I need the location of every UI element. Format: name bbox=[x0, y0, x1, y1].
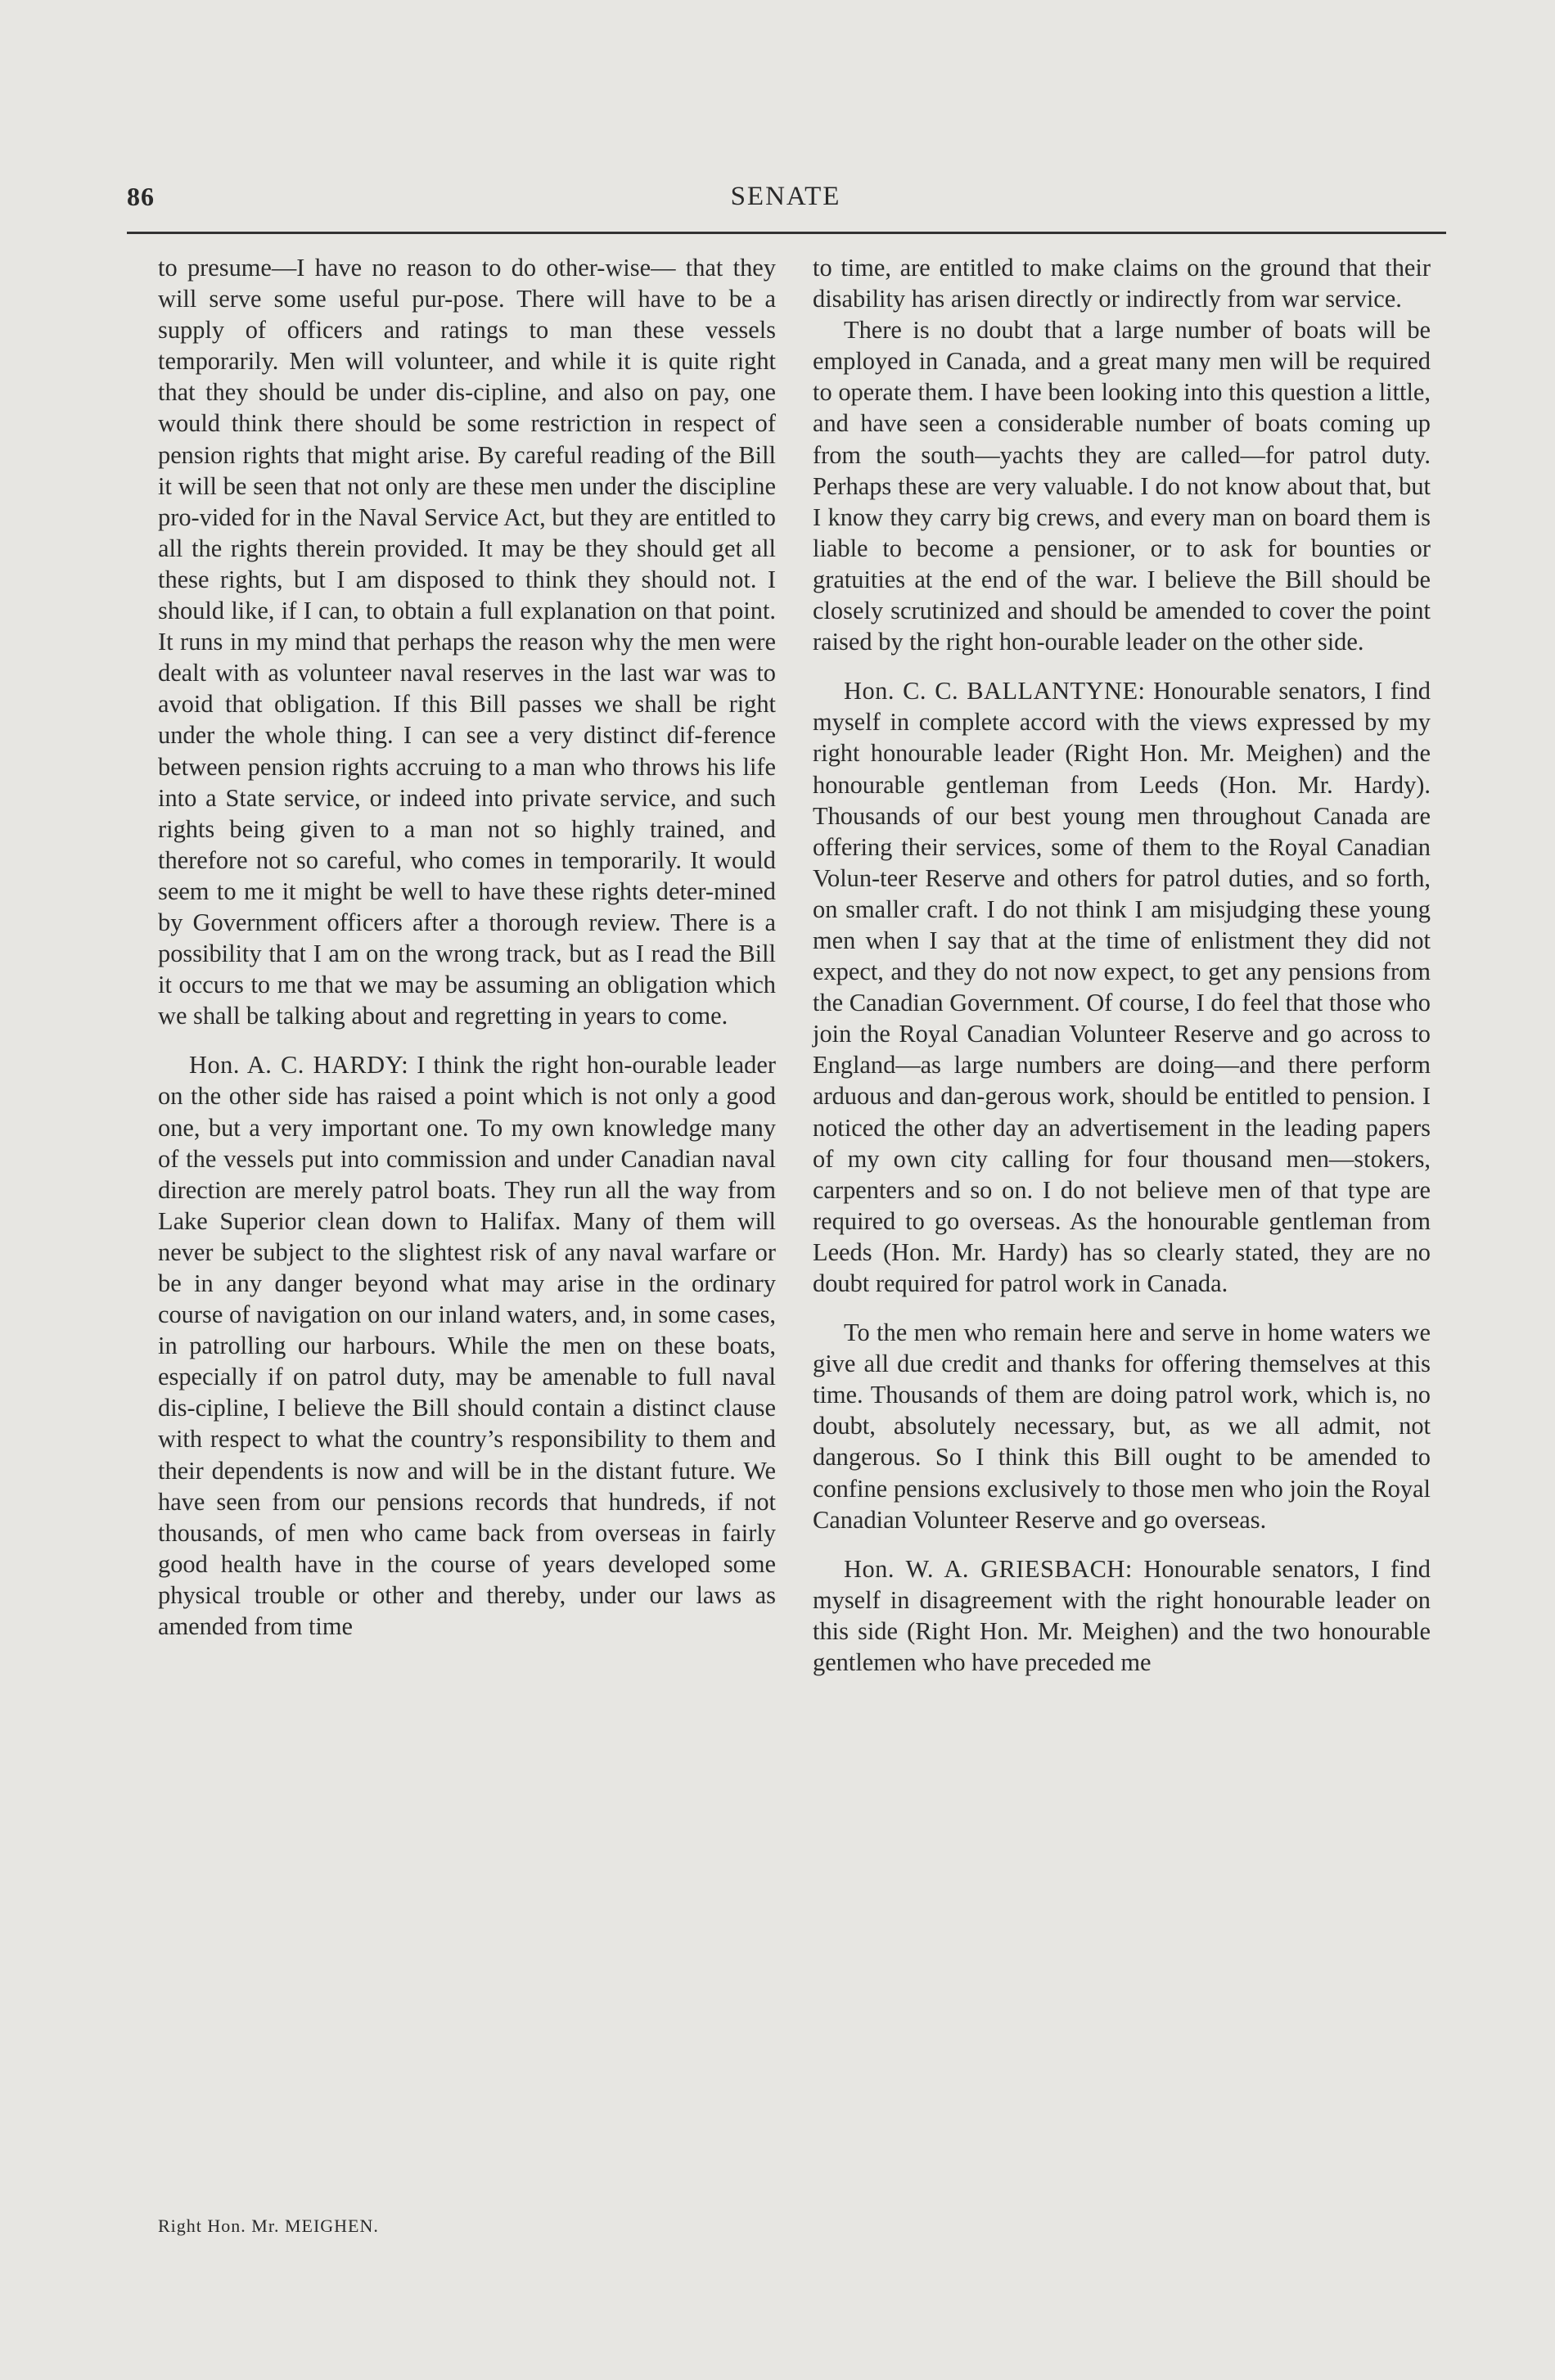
page-number: 86 bbox=[127, 182, 155, 211]
right-column bbox=[813, 252, 1431, 1678]
speech-paragraph bbox=[158, 1049, 776, 1642]
header-rule bbox=[127, 232, 1446, 234]
speech-text: Honourable senators, I find myself in complete accord with the views expressed by my right honourable leader (Right Hon. Mr. Meighen) and the honourable gentleman from Leeds (Hon. Mr. Hardy). Thousands of our best young men throughout Canada are offering their services, some of them to the Royal Canadian Volun-teer Reserve and others for patrol duties, and so forth, on smaller craft. I do not think I am misjudging these young men when I say that at the time of enlistment they did not expect, and they do not now expect, to get any pensions from the Canadian Government. Of course, I do feel that those who join the Royal Canadian Volunteer Reserve and go across to England—as large numbers are doing—and there perform arduous and dan-gerous work, should be entitled to pension. I noticed the other day an advertisement in the leading papers of my own city calling for four thousand men—stokers, carpenters and so on. I do not believe men of that type are required to go overseas. As the honourable gentleman from Leeds (Hon. Mr. Hardy) has so clearly stated, they are no doubt required for patrol work in Canada. bbox=[813, 677, 1431, 1297]
speech-text: Honourable senators, I find myself in disagreement with the right honourable leader on this side (Right Hon. Mr. Meighen) and the two honourable gentlemen who have preceded me bbox=[813, 1554, 1431, 1677]
speaker-name: Hon. C. C. BALLANTYNE: bbox=[844, 677, 1146, 705]
paragraph: to presume—I have no reason to do other-wise— that they will serve some useful pur-pose. There will have to be a supply of officers and ratings to man these vessels temporarily. Men will volunteer, and while it is quite right that they should be under dis-cipline, and also on pay, one would think there should be some restriction in respect of pension rights that might arise. By careful reading of the Bill it will be seen that not only are these men under the discipline pro-vided for in the Naval Service Act, but they are entitled to all the rights therein provided. It may be they should get all these rights, but I am disposed to think they should not. I should like, if I can, to obtain a full explanation on that point. It runs in my mind that perhaps the reason why the men were dealt with as volunteer naval reserves in the last war was to avoid that obligation. If this Bill passes we shall be right under the whole thing. I can see a very distinct dif-ference between pension rights accruing to a man who throws his life into a State service, or indeed into private service, and such rights being given to a man not so highly trained, and therefore not so careful, who comes in temporarily. It would seem to me it might be well to have these rights deter-mined by Government officers after a thorough review. There is a possibility that I am on the wrong track, but as I read the Bill it occurs to me that we may be assuming an obligation which we shall be talking about and regretting in years to come. bbox=[158, 254, 776, 1030]
left-column bbox=[158, 252, 776, 1642]
speech-paragraph bbox=[813, 1553, 1431, 1678]
paragraph: There is no doubt that a large number of boats will be employed in Canada, and a great many men will be required to operate them. I have been looking into this question a little, and have seen a considerable number of boats coming up from the south—yachts they are called—for patrol duty. Perhaps these are very valuable. I do not know about that, but I know they carry big crews, and every man on board them is liable to become a pensioner, or to ask for bounties or gratuities at the end of the war. I believe the Bill should be closely scrutinized and should be amended to cover the point raised by the right hon-ourable leader on the other side. bbox=[813, 316, 1431, 656]
page-footer: Right Hon. Mr. MEIGHEN. bbox=[158, 2215, 379, 2236]
speech-text: I think the right hon-ourable leader on the other side has raised a point which is not only a good one, but a very important one. To my own knowledge many of the vessels put into commission and under Canadian naval direction are merely patrol boats. They run all the way from Lake Superior clean down to Halifax. Many of them will never be subject to the slightest risk of any naval warfare or be in any danger beyond what may arise in the ordinary course of navigation on our inland waters, and, in some cases, in patrolling our harbours. While the men on these boats, especially if on patrol duty, may be amenable to full naval dis-cipline, I believe the Bill should contain a distinct clause with respect to what the country’s responsibility to them and their dependents is now and will be in the distant future. We have seen from our pensions records that hundreds, if not thousands, of men who came back from overseas in fairly good health have in the course of years developed some physical trouble or other and thereby, under our laws as amended from time bbox=[158, 1051, 776, 1641]
paragraph: To the men who remain here and serve in home waters we give all due credit and thanks for offering themselves at this time. Thousands of them are doing patrol work, which is, no doubt, absolutely necessary, but, as we all admit, not dangerous. So I think this Bill ought to be amended to confine pensions exclusively to those men who join the Royal Canadian Volunteer Reserve and go overseas. bbox=[813, 1318, 1431, 1534]
page-header bbox=[127, 182, 1445, 223]
speaker-name: Hon. A. C. HARDY: bbox=[189, 1051, 409, 1080]
running-head: SENATE bbox=[730, 182, 841, 211]
speech-paragraph bbox=[813, 675, 1431, 1299]
speaker-name: Hon. W. A. GRIESBACH: bbox=[844, 1554, 1133, 1583]
paragraph: to time, are entitled to make claims on the ground that their disability has arisen directly or indirectly from war service. bbox=[813, 254, 1431, 313]
